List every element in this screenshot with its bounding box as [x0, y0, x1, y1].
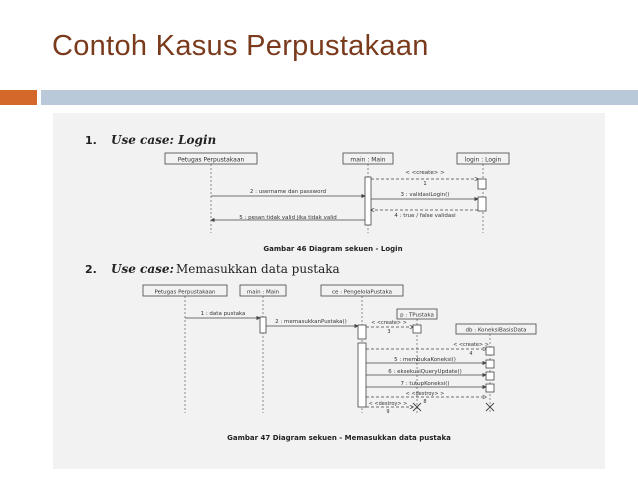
- msg2-num-3: 3: [387, 329, 391, 335]
- msg2-membuka-koneksi: 5 : membukaKoneksi(): [394, 357, 456, 363]
- diagram2-number: 2.: [85, 263, 97, 276]
- accent-bar: [0, 90, 37, 105]
- lifeline2-label-main: main : Main: [246, 289, 280, 296]
- activation-main: [365, 177, 371, 225]
- msg2-memasukkan-pustaka: 2 : memasukkanPustaka(): [275, 319, 347, 325]
- msg-true-false: 4 : true / false validasi: [394, 213, 456, 219]
- diagram1-heading: Use case: Login: [111, 133, 217, 147]
- diagram2-heading-italic: Use case:: [111, 262, 174, 276]
- msg2-create-tpustaka: < <create> >: [371, 320, 407, 326]
- activation-login-1: [478, 179, 486, 189]
- lifeline-label-main: main : Main: [350, 156, 386, 164]
- lifeline2-label-pengelola: ce : PengelolaPustaka: [332, 289, 392, 296]
- msg-pesan-tidak-valid: 5 : pesan tidak valid jika tidak valid: [239, 215, 337, 221]
- destroy-mark-koneksi: [486, 403, 494, 411]
- msg2-num-8: 8: [423, 399, 427, 405]
- caption-46: Gambar 46 Diagram sekuen - Login: [263, 245, 403, 253]
- slide-title: Contoh Kasus Perpustakaan: [52, 30, 429, 62]
- caption-47: Gambar 47 Diagram sekuen - Memasukkan data pustaka: [227, 434, 451, 442]
- lifeline2-label-petugas: Petugas Perpustakaan: [154, 289, 216, 296]
- lifeline-label-login: login : Login: [464, 156, 502, 164]
- activation-login-2: [478, 197, 486, 211]
- lifeline-label-petugas: Petugas Perpustakaan: [177, 156, 245, 164]
- msg2-create-koneksi: < <create> >: [453, 342, 489, 348]
- diagram1-number: 1.: [85, 134, 97, 147]
- sequence-diagrams: [53, 113, 605, 469]
- msg2-data-pustaka: 1 : data pustaka: [200, 311, 246, 317]
- msg-username-password: 2 : username dan password: [249, 189, 327, 195]
- msg2-num-4: 4: [469, 351, 473, 357]
- msg2-num-9: 9: [386, 409, 390, 415]
- activation2-pengelola-1: [358, 325, 366, 339]
- msg2-destroy-tpustaka: < <destroy> >: [368, 401, 408, 407]
- msg2-eksekusi-query: 6 : eksekusiQueryUpdate(): [388, 369, 462, 375]
- object-label-koneksi: db : KoneksiBasisData: [465, 327, 527, 334]
- object-label-tpustaka: p : TPustaka: [400, 312, 434, 319]
- activation2-pengelola-2: [358, 343, 366, 407]
- activation2-main: [260, 317, 266, 333]
- msg-create-login: < <create> >: [405, 170, 445, 176]
- diagram-scan: [53, 113, 605, 469]
- msg-num-1: 1: [423, 181, 427, 187]
- header-bar: [41, 90, 638, 105]
- msg-validasi-login: 3 : validasiLogin(): [400, 192, 450, 198]
- msg2-destroy-koneksi: < <destroy> >: [405, 391, 445, 397]
- diagram2-heading-rest: Memasukkan data pustaka: [176, 262, 340, 276]
- msg2-tutup-koneksi: 7 : tutupKoneksi(): [400, 381, 450, 387]
